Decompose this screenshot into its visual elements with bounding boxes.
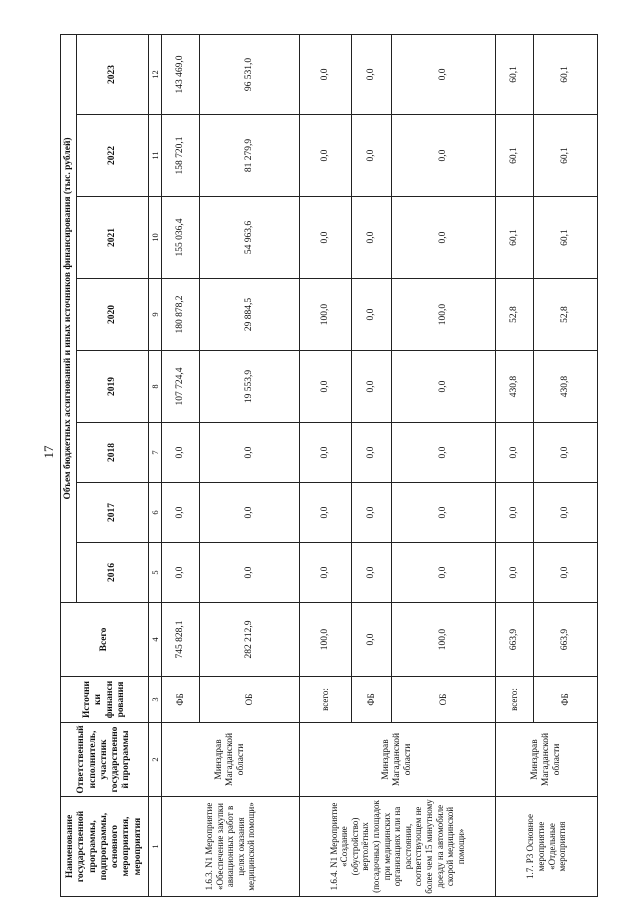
value-cell: 60,1 [534, 115, 598, 197]
value-cell: 0,0 [352, 543, 392, 603]
value-cell: 0,0 [392, 543, 496, 603]
header-year: 2018 [77, 423, 149, 483]
column-number: 1 [149, 797, 162, 897]
column-number: 7 [149, 423, 162, 483]
header-year: 2023 [77, 34, 149, 114]
value-cell: 0,0 [392, 115, 496, 197]
column-number: 6 [149, 483, 162, 543]
value-cell: 60,1 [496, 34, 534, 114]
value-cell: 0,0 [300, 197, 352, 279]
header-executor: Ответственный исполнитель, участник государственной программы [61, 723, 149, 797]
header-year: 2020 [77, 279, 149, 351]
table-row [300, 34, 352, 896]
value-cell: 100,0 [392, 279, 496, 351]
total-cell: 100,0 [392, 603, 496, 677]
value-cell: 0,0 [392, 351, 496, 423]
value-cell: 0,0 [300, 543, 352, 603]
header-funding-group: Объем бюджетных ассигнований и иных источников финансирования (тыс. рублей) [61, 34, 77, 602]
value-cell: 143 469,0 [162, 34, 200, 114]
source-cell: всего: [496, 677, 534, 723]
value-cell: 0,0 [392, 34, 496, 114]
header-total: Всего [61, 603, 149, 677]
total-cell: 0,0 [352, 603, 392, 677]
value-cell: 0,0 [352, 115, 392, 197]
total-cell: 745 828,1 [162, 603, 200, 677]
value-cell: 107 724,4 [162, 351, 200, 423]
value-cell: 430,8 [534, 351, 598, 423]
source-cell: ФБ [352, 677, 392, 723]
column-number: 11 [149, 115, 162, 197]
column-number: 3 [149, 677, 162, 723]
source-cell: ОБ [200, 677, 300, 723]
value-cell: 180 878,2 [162, 279, 200, 351]
value-cell: 0,0 [300, 423, 352, 483]
value-cell: 0,0 [300, 34, 352, 114]
column-number: 2 [149, 723, 162, 797]
value-cell: 0,0 [352, 34, 392, 114]
value-cell: 0,0 [300, 351, 352, 423]
value-cell: 0,0 [534, 483, 598, 543]
value-cell: 0,0 [496, 423, 534, 483]
value-cell: 0,0 [200, 483, 300, 543]
measure-name: 1.6.4. N1 Мероприятие «Создание (обустройство) вертолётных (посадочных) площадок при медицинских организациях или на расстоянии, соответствующем не более чем 15 минутному доезду на автомобиле скорой медицинской помощи» [300, 797, 496, 897]
measure-name: 1.6.3. N1 Мероприятие «Обеспечение закупки авиационных работ в целях оказания медицинской помощи» [162, 797, 300, 897]
value-cell: 0,0 [200, 543, 300, 603]
header-year: 2017 [77, 483, 149, 543]
measure-name: 1.7. Р3 Основное мероприятие «Отдельные мероприятия [496, 797, 598, 897]
column-number: 5 [149, 543, 162, 603]
column-number: 4 [149, 603, 162, 677]
landscape-sheet [60, 35, 598, 897]
table-row [496, 34, 534, 896]
value-cell: 100,0 [300, 279, 352, 351]
value-cell: 0,0 [534, 423, 598, 483]
value-cell: 0,0 [496, 483, 534, 543]
header-year: 2019 [77, 351, 149, 423]
value-cell: 0,0 [352, 279, 392, 351]
executor-cell: Минздрав Магаданской области [162, 723, 300, 797]
total-cell: 663,9 [534, 603, 598, 677]
value-cell: 0,0 [392, 483, 496, 543]
value-cell: 0,0 [162, 543, 200, 603]
executor-cell: Минздрав Магаданской области [496, 723, 598, 797]
value-cell: 0,0 [162, 483, 200, 543]
value-cell: 0,0 [300, 483, 352, 543]
source-cell: ФБ [162, 677, 200, 723]
header-year: 2016 [77, 543, 149, 603]
value-cell: 0,0 [392, 197, 496, 279]
column-number: 10 [149, 197, 162, 279]
column-number: 8 [149, 351, 162, 423]
source-cell: ОБ [392, 677, 496, 723]
value-cell: 96 531,0 [200, 34, 300, 114]
value-cell: 0,0 [200, 423, 300, 483]
total-cell: 663,9 [496, 603, 534, 677]
source-cell: ФБ [534, 677, 598, 723]
value-cell: 0,0 [352, 197, 392, 279]
value-cell: 0,0 [300, 115, 352, 197]
value-cell: 60,1 [534, 34, 598, 114]
column-number: 9 [149, 279, 162, 351]
value-cell: 0,0 [352, 351, 392, 423]
source-cell: всего: [300, 677, 352, 723]
value-cell: 0,0 [352, 423, 392, 483]
value-cell: 0,0 [162, 423, 200, 483]
value-cell: 81 279,9 [200, 115, 300, 197]
total-cell: 100,0 [300, 603, 352, 677]
value-cell: 29 884,5 [200, 279, 300, 351]
total-cell: 282 212,9 [200, 603, 300, 677]
page-number: 17 [41, 445, 56, 459]
executor-cell: Минздрав Магаданской области [300, 723, 496, 797]
funding-table [60, 34, 598, 897]
value-cell: 19 553,9 [200, 351, 300, 423]
value-cell: 60,1 [496, 197, 534, 279]
value-cell: 0,0 [534, 543, 598, 603]
column-number: 12 [149, 34, 162, 114]
value-cell: 158 720,1 [162, 115, 200, 197]
header-source: Источники финансирования [61, 677, 149, 723]
value-cell: 54 963,6 [200, 197, 300, 279]
value-cell: 430,8 [496, 351, 534, 423]
value-cell: 60,1 [496, 115, 534, 197]
table-row [162, 34, 200, 896]
value-cell: 0,0 [496, 543, 534, 603]
header-name: Наименование государственной программы, подпрограммы, основного мероприятия, мероприятия [61, 797, 149, 897]
value-cell: 52,8 [496, 279, 534, 351]
value-cell: 52,8 [534, 279, 598, 351]
value-cell: 0,0 [352, 483, 392, 543]
header-year: 2021 [77, 197, 149, 279]
value-cell: 155 036,4 [162, 197, 200, 279]
value-cell: 0,0 [392, 423, 496, 483]
header-year: 2022 [77, 115, 149, 197]
value-cell: 60,1 [534, 197, 598, 279]
